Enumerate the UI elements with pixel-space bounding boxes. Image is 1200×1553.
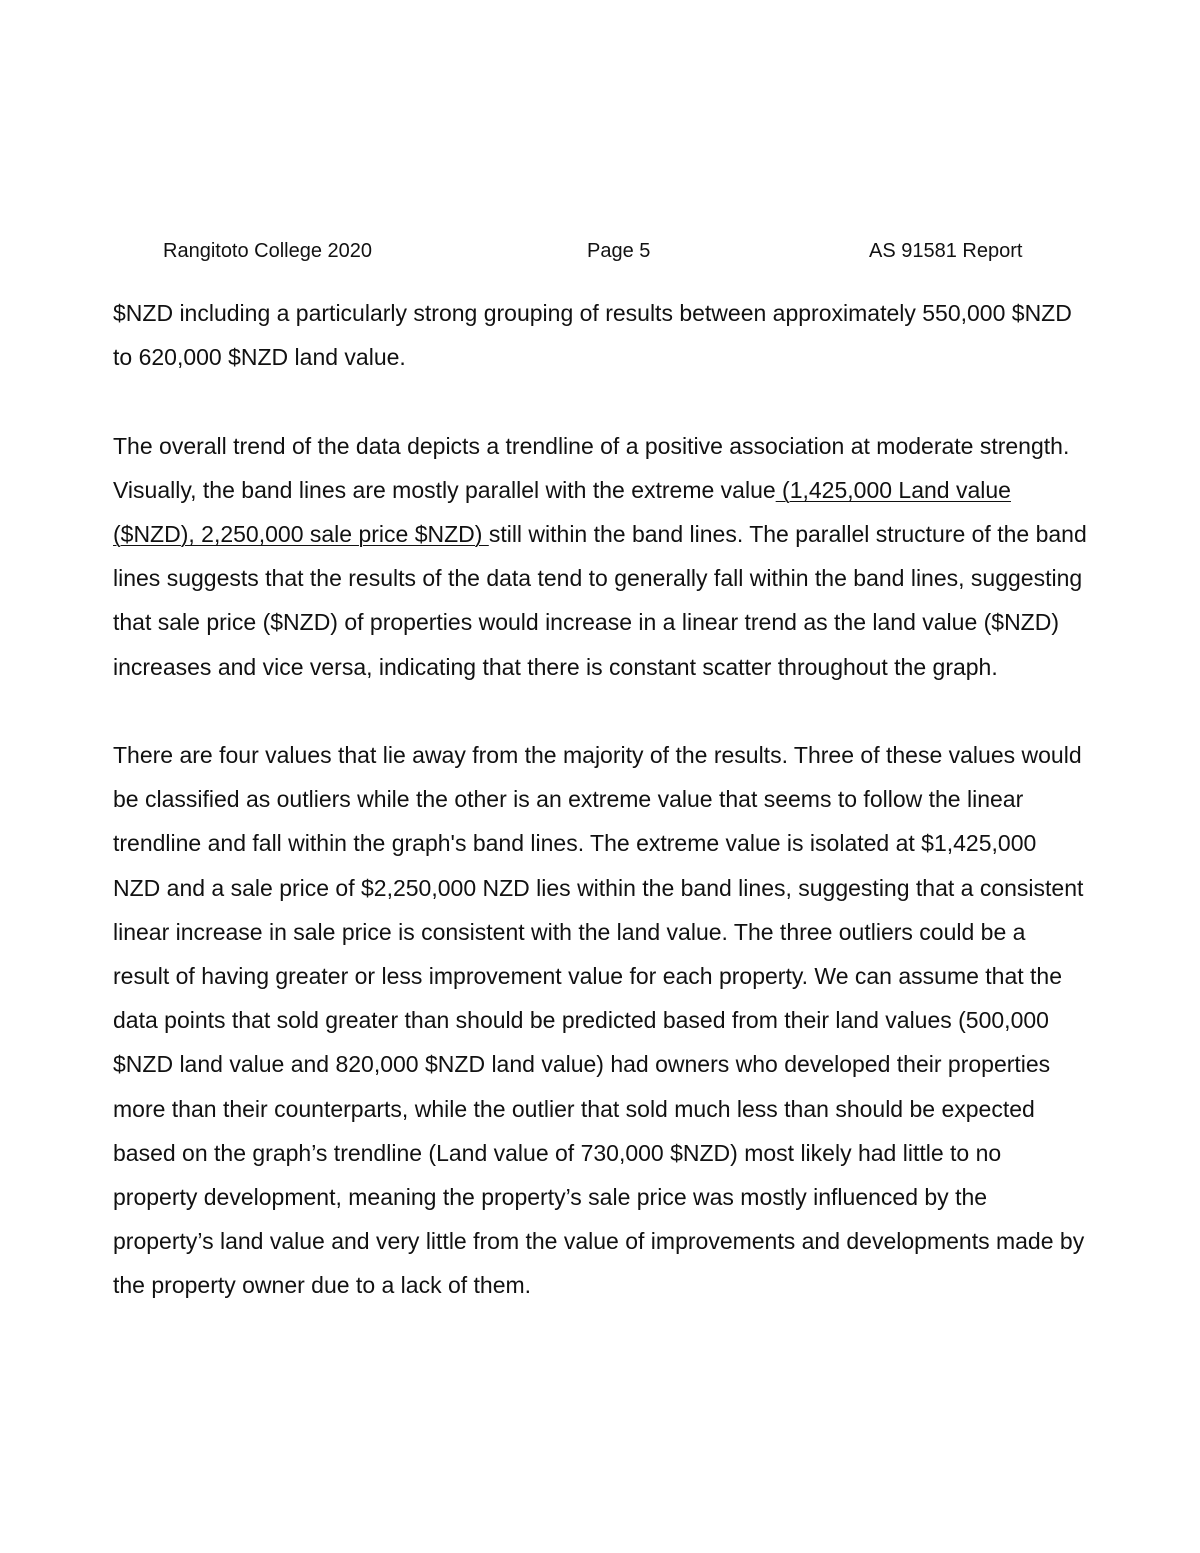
- header-school: Rangitoto College 2020: [163, 240, 373, 262]
- paragraph-2-text-start: The overall trend of the data depicts a trendline of a positive association at moderate strength. Visually, the band lines are mostly parallel with the extreme value: [113, 432, 1070, 503]
- header-page-number: Page 5: [587, 240, 651, 262]
- paragraph-3: There are four values that lie away from the majority of the results. Three of these values would be classified as outliers while the other is an extreme value that seems to follow the linear trendline and fall within the graph's band lines. The extreme value is isolated at $1,425,000 NZD and a sale price of $2,250,000 NZD lies within the band lines, suggesting that a consistent linear increase in sale price is consistent with the land value. The three outliers could be a result of having greater or less improvement value for each property. We can assume that the data points that sold greater than should be predicted based from their land values (500,000 $NZD land value and 820,000 $NZD land value) had owners who developed their properties more than their counterparts, while the outlier that sold much less than should be expected based on the graph’s trendline (Land value of 730,000 $NZD) most likely had little to no property development, meaning the property’s sale price was mostly influenced by the property’s land value and very little from the value of improvements and developments made by the property owner due to a lack of them.: [113, 742, 1085, 1299]
- header-report-title: AS 91581 Report: [869, 240, 1023, 262]
- report-body: [113, 291, 1088, 1308]
- page-header: [0, 240, 1200, 270]
- paragraph-2: [113, 424, 1088, 689]
- paragraph-2-text-end: still within the band lines. The parallel structure of the band lines suggests that the results of the data tend to generally fall within the band lines, suggesting that sale price ($NZD) of properties would increase in a linear trend as the land value ($NZD) increases and vice versa, indicating that there is constant scatter throughout the graph.: [113, 521, 1087, 680]
- paragraph-1: $NZD including a particularly strong grouping of results between approximately 550,000 $NZD to 620,000 $NZD land value.: [113, 300, 1072, 371]
- underlined-extreme-value: (1,425,000 Land value ($NZD), 2,250,000 sale price $NZD): [113, 476, 1011, 547]
